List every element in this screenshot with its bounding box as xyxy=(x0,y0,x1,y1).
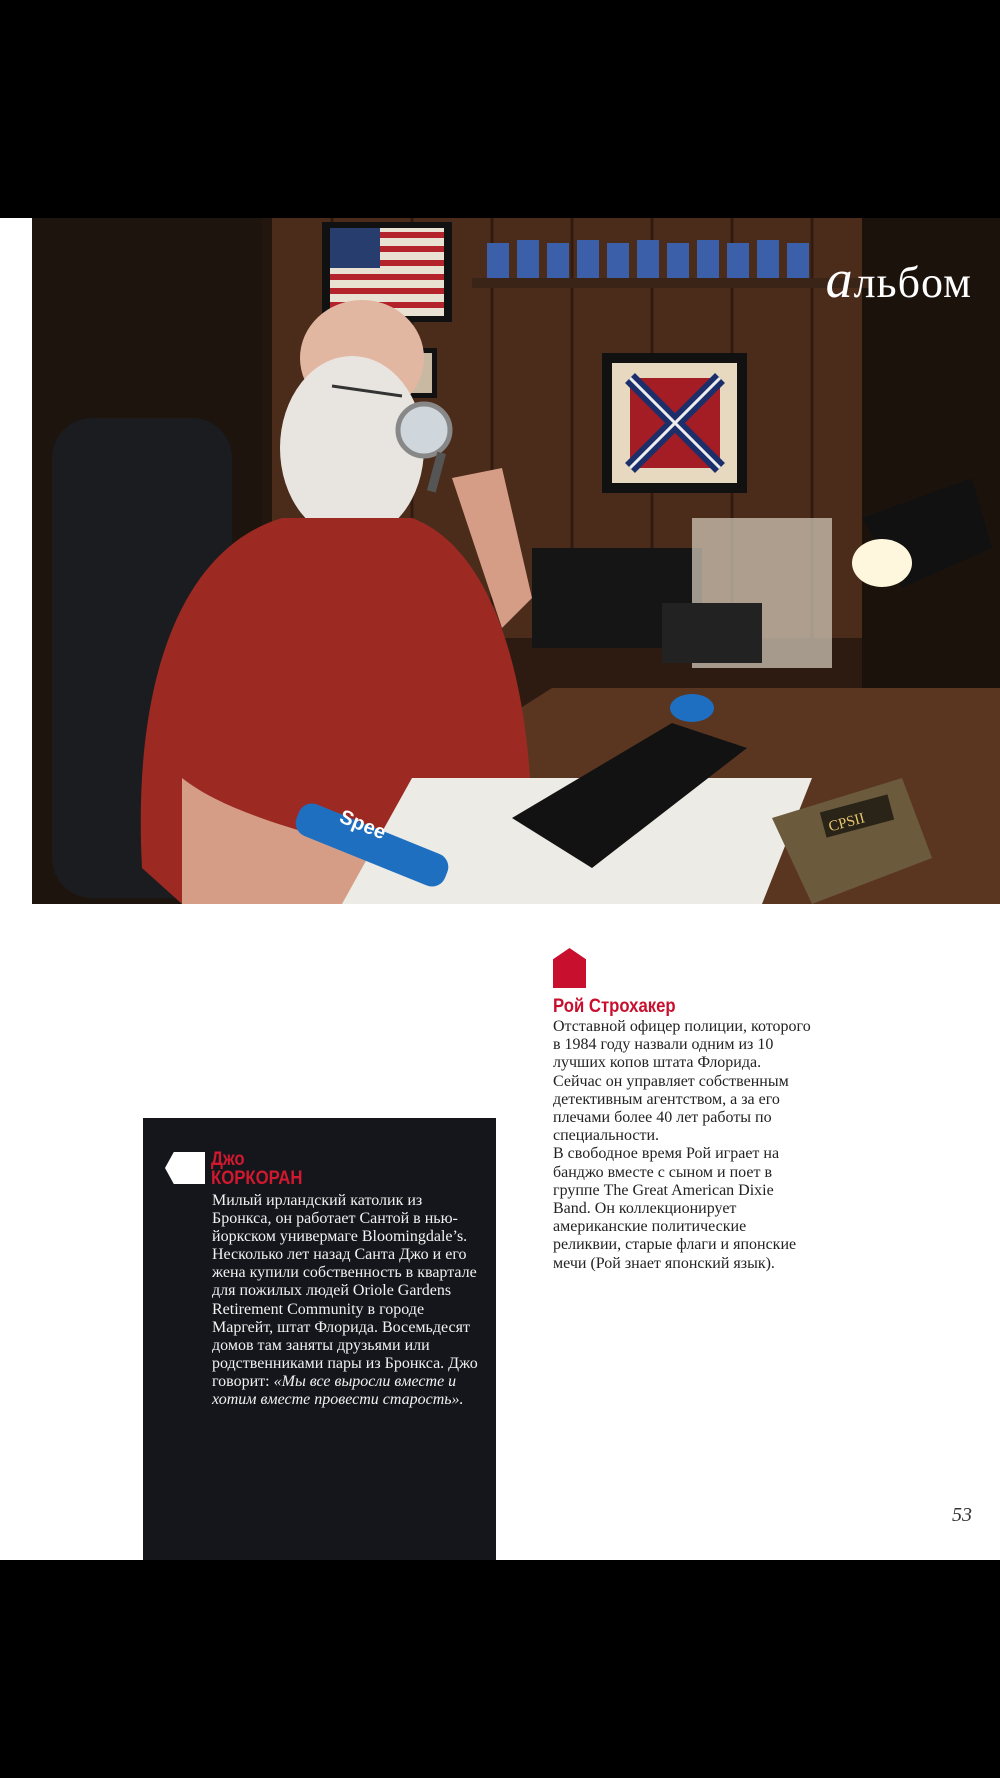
portrait-photo xyxy=(32,218,1000,904)
joe-name xyxy=(211,1150,302,1188)
roy-paragraph-1: Отставной офицер полиции, которого в 1984 году назвали одним из 10 лучших копов штата Флорида. Сейчас он управляет собственным детективным агентством, а за его плечами более 40 лет работы по специальности. xyxy=(553,1018,811,1145)
device-label: CPSII xyxy=(826,810,867,836)
joe-quote: «Мы все выросли вместе и хотим вместе провести старость». xyxy=(212,1372,464,1409)
section-logo-initial: а xyxy=(825,249,854,309)
joe-text xyxy=(212,1192,482,1409)
joe-description: Милый ирландский католик из Бронкса, он работает Сантой в нью-йоркском универмаге Bloomingdale’s. Несколько лет назад Санта Джо и его жена купили собственность в квартале для пожилых людей Oriole Gardens Retirement Community в городе Маргейт, штат Флорида. Восемьдесят домов там заняты друзьями или родственниками пары из Бронкса. Джо говорит: xyxy=(212,1192,478,1390)
section-logo-rest: льбом xyxy=(853,258,972,307)
roy-name: Рой Строхакер xyxy=(553,996,676,1017)
page-number: 53 xyxy=(952,1504,972,1526)
roy-marker-icon xyxy=(553,948,586,988)
magazine-page xyxy=(0,218,1000,1560)
joe-first-name: Джо xyxy=(211,1149,245,1170)
section-logo xyxy=(825,249,972,309)
joe-last-name: КОРКОРАН xyxy=(211,1168,303,1189)
tube-label: Spee xyxy=(336,805,389,845)
photo-illustration xyxy=(32,218,1000,904)
roy-paragraph-2: В свободное время Рой играет на банджо вместе с сыном и поет в группе The Great American Dixie Band. Он коллекционирует американские политические реликвии, старые флаги и японские мечи (Рой знает японский язык). xyxy=(553,1145,797,1272)
roy-text xyxy=(553,1018,813,1273)
joe-marker-icon xyxy=(165,1152,205,1184)
joe-caption-box xyxy=(143,1118,496,1560)
